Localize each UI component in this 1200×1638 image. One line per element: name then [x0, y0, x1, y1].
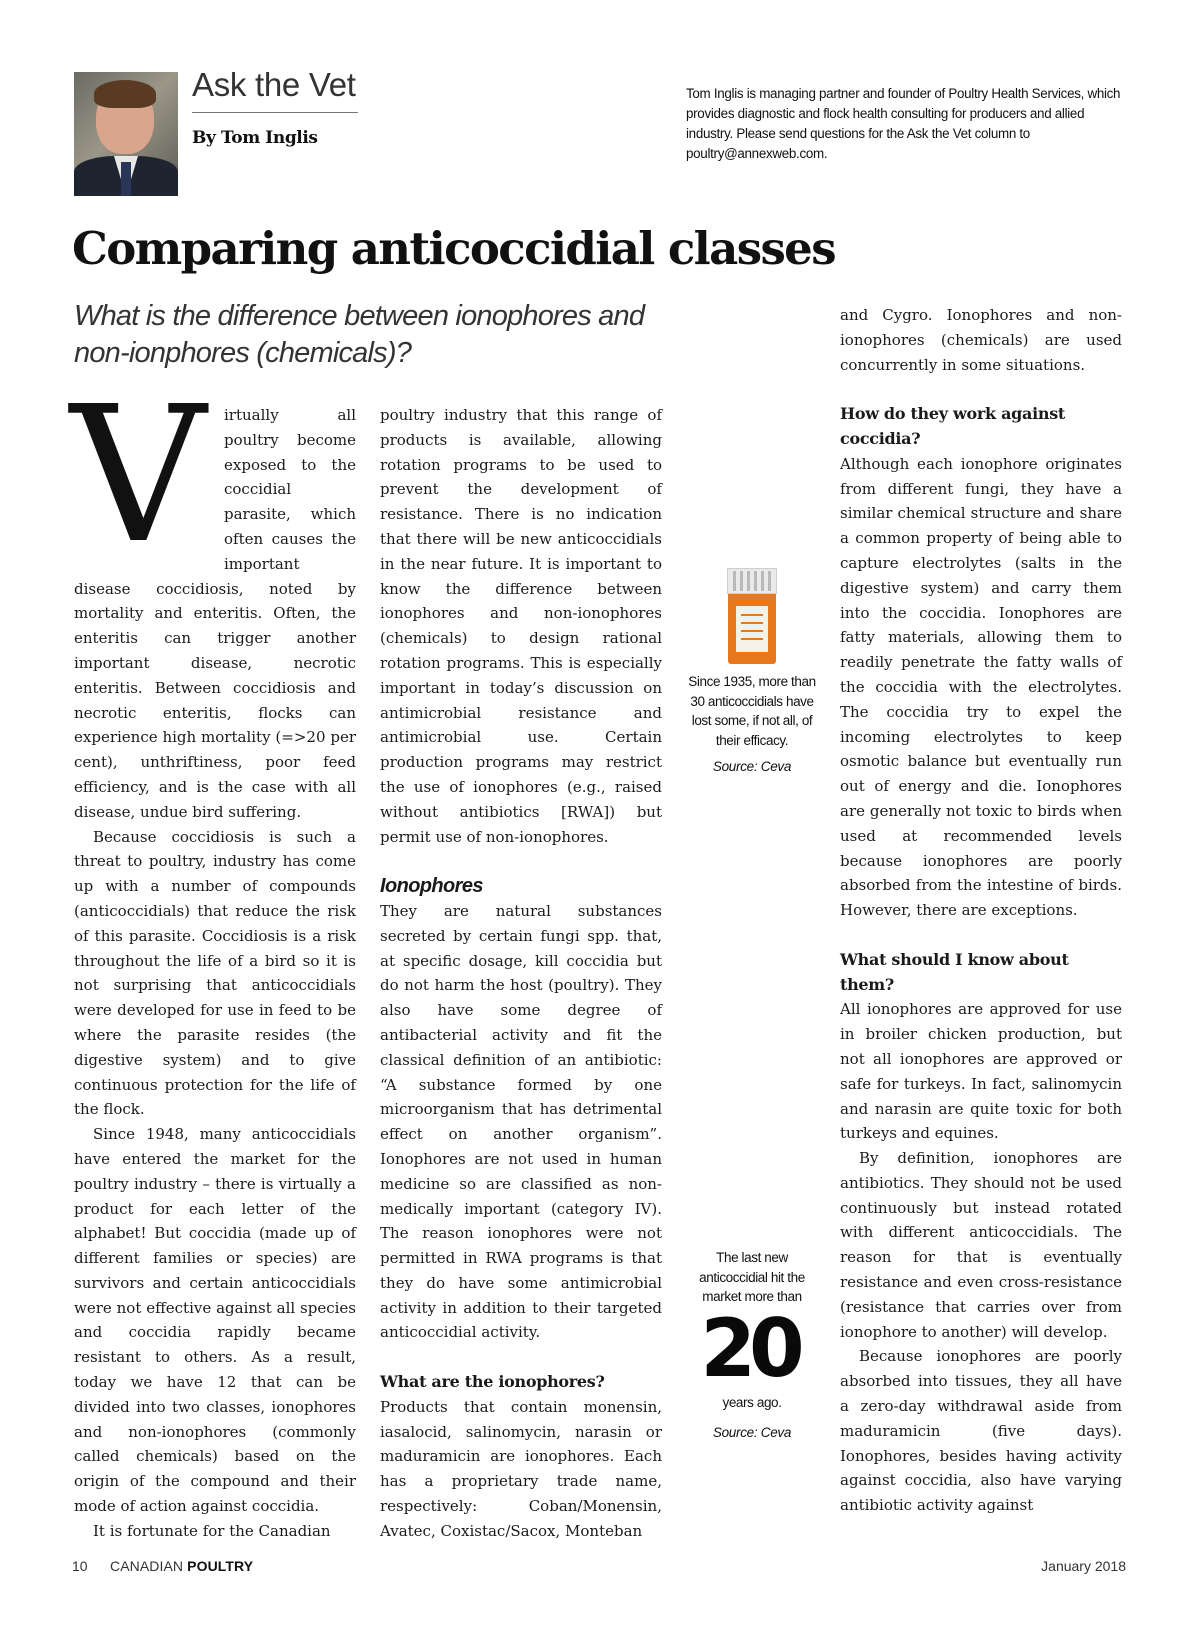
paragraph: It is fortunate for the Canadian [93, 1521, 331, 1540]
fact-text-after: years ago. [722, 1394, 782, 1410]
issue-date: January 2018 [1041, 1558, 1126, 1574]
paragraph: poultry industry that this range of products is available, allowing rotation programs to be used to prevent the development of resistance. There is no indication that there will be new anticoccidials in the near future. It is important to know the difference between ionophores and non-ionophores (chemicals) to design rational rotation programs. This is especially important in today’s discussion on antimicrobial resistance and antimicrobial use. Certain production programs may restrict the use of ionophores (e.g., raised without antibiotics [RWA]) but permit use of non-ionophores. [380, 406, 662, 846]
magazine-name-light: CANADIAN [110, 1558, 188, 1574]
section-heading-how: How do they work against coccidia? [840, 404, 1065, 448]
paragraph: Although each ionophore originates from different fungi, they have a similar chemical structure and share a common property of being able to capture electrolytes (salts in the digestive system) and carry them into the coccidia. Ionophores are fatty materials, allowing them to readily penetrate the fatty walls of the coccidia with the electrolytes. The coccidia try to expel the incoming electrolytes to keep osmotic balance but eventually run out of energy and die. Ionophores are generally not toxic to birds when used at recommended levels because ionophores are poorly absorbed from the intestine of birds. However, there are exceptions. [840, 454, 1122, 920]
fact-source: Source: Ceva [712, 1425, 792, 1440]
paragraph: Products that contain monensin, iasalocid, salinomycin, narasin or maduramicin are ionophores. Each has a proprietary trade name, respectively: Coban/Monensin, Avatec, Coxistac/Sacox, Monteban [380, 1397, 662, 1540]
article-column-1 [70, 366, 356, 1544]
paragraph: Because coccidiosis is such a threat to poultry, industry has come up with a number of compounds (anticoccidials) that reduce the risk of this parasite. Coccidiosis is a risk throughout the life of a bird so it is not surprising that anticoccidials were developed for use in feed to be where the parasite resides (the digestive system) and to give continuous protection for the life of the flock. [74, 827, 356, 1119]
column-title: Ask the Vet [192, 66, 356, 103]
fact-source: Source: Ceva [712, 759, 792, 774]
sidebar-fact-1 [684, 568, 820, 774]
paragraph: All ionophores are approved for use in broiler chicken production, but not all ionophores are approved or safe for turkeys. In fact, salinomycin and narasin are quite toxic for both turkeys and equines. [840, 1000, 1122, 1143]
article-column-2 [380, 403, 662, 1544]
paragraph: and Cygro. Ionophores and non-ionophores (chemicals) are used concurrently in some situations. [840, 306, 1122, 374]
paragraph: By definition, ionophores are antibiotics. They should not be used continuously but instead rotated with different anticoccidials. The reason for that is eventually resistance and even cross-resistance (resistance that carries over from ionophore to another) will develop. [840, 1149, 1122, 1341]
article-deck: What is the difference between ionophores and non-ionphores (chemicals)? [74, 300, 645, 369]
author-bio: Tom Inglis is managing partner and founder of Poultry Health Services, which provides diagnostic and flock health consulting for producers and allied industry. Please send questions for the Ask the Vet column to poultry@annexweb.com. [686, 86, 1121, 161]
drop-cap: V [70, 366, 206, 585]
paragraph: Because ionophores are poorly absorbed into tissues, they all have a zero-day withdrawal aside from maduramicin (five days). Ionophores, besides having activity against coccidia, also have varying antibiotic activity against [840, 1347, 1122, 1515]
fact-big-number: 20 [700, 1301, 798, 1395]
article-headline: Comparing anticoccidial classes [72, 222, 835, 275]
paragraph: irtually all poultry become exposed to the coccidial parasite, which often causes the important disease coccidiosis, noted by mortality and enteritis. Often, the enteritis can trigger another important disease, necrotic enteritis. Between coccidiosis and necrotic enteritis, flocks can experience high mortality (=>20 per cent), unthriftiness, poor feed efficiency, and is the case with all disease, undue bird suffering. [74, 406, 356, 821]
fact-text: The last new anticoccidial hit the market more than [699, 1250, 805, 1304]
section-heading-know: What should I know about them? [840, 949, 1069, 994]
magazine-name-bold: POULTRY [187, 1558, 254, 1574]
title-divider [192, 112, 358, 113]
section-heading-what-are: What are the ionophores? [380, 1372, 605, 1392]
article-column-3 [840, 303, 1122, 1518]
magazine-name [110, 1558, 253, 1574]
paragraph: Since 1948, many anticoccidials have entered the market for the poultry industry – there is virtually a product for each letter of the alphabet! But coccidia (made up of different families or species) are survivors and certain anticoccidials were not effective against all species and coccidia rapidly became resistant to others. As a result, today we have 12 that can be divided into two classes, ionophores and non-ionophores (commonly called chemicals) based on the origin of the compound and their mode of action against coccidia. [74, 1125, 356, 1516]
pill-bottle-icon [727, 568, 777, 666]
paragraph: They are natural substances secreted by certain fungi spp. that, at specific dosage, kill coccidia but do not harm the host (poultry). They also have some degree of antibacterial activity and fit the classical definition of an antibiotic: “A substance formed by one microorganism that has detrimental effect on another organism”. Ionophores are not used in human medicine so are classified as non-medically important (category IV). The reason ionophores were not permitted in RWA programs is that they do have some antimicrobial activity in addition to their targeted anticoccidial activity. [380, 901, 662, 1342]
sidebar-fact-2 [684, 1248, 820, 1440]
fact-text: Since 1935, more than 30 anticoccidials have lost some, if not all, of their efficacy. [688, 674, 816, 748]
section-heading-ionophores: Ionophores [380, 875, 483, 898]
page-number: 10 [72, 1558, 88, 1574]
byline: By Tom Inglis [192, 128, 318, 148]
author-photo [74, 72, 178, 196]
